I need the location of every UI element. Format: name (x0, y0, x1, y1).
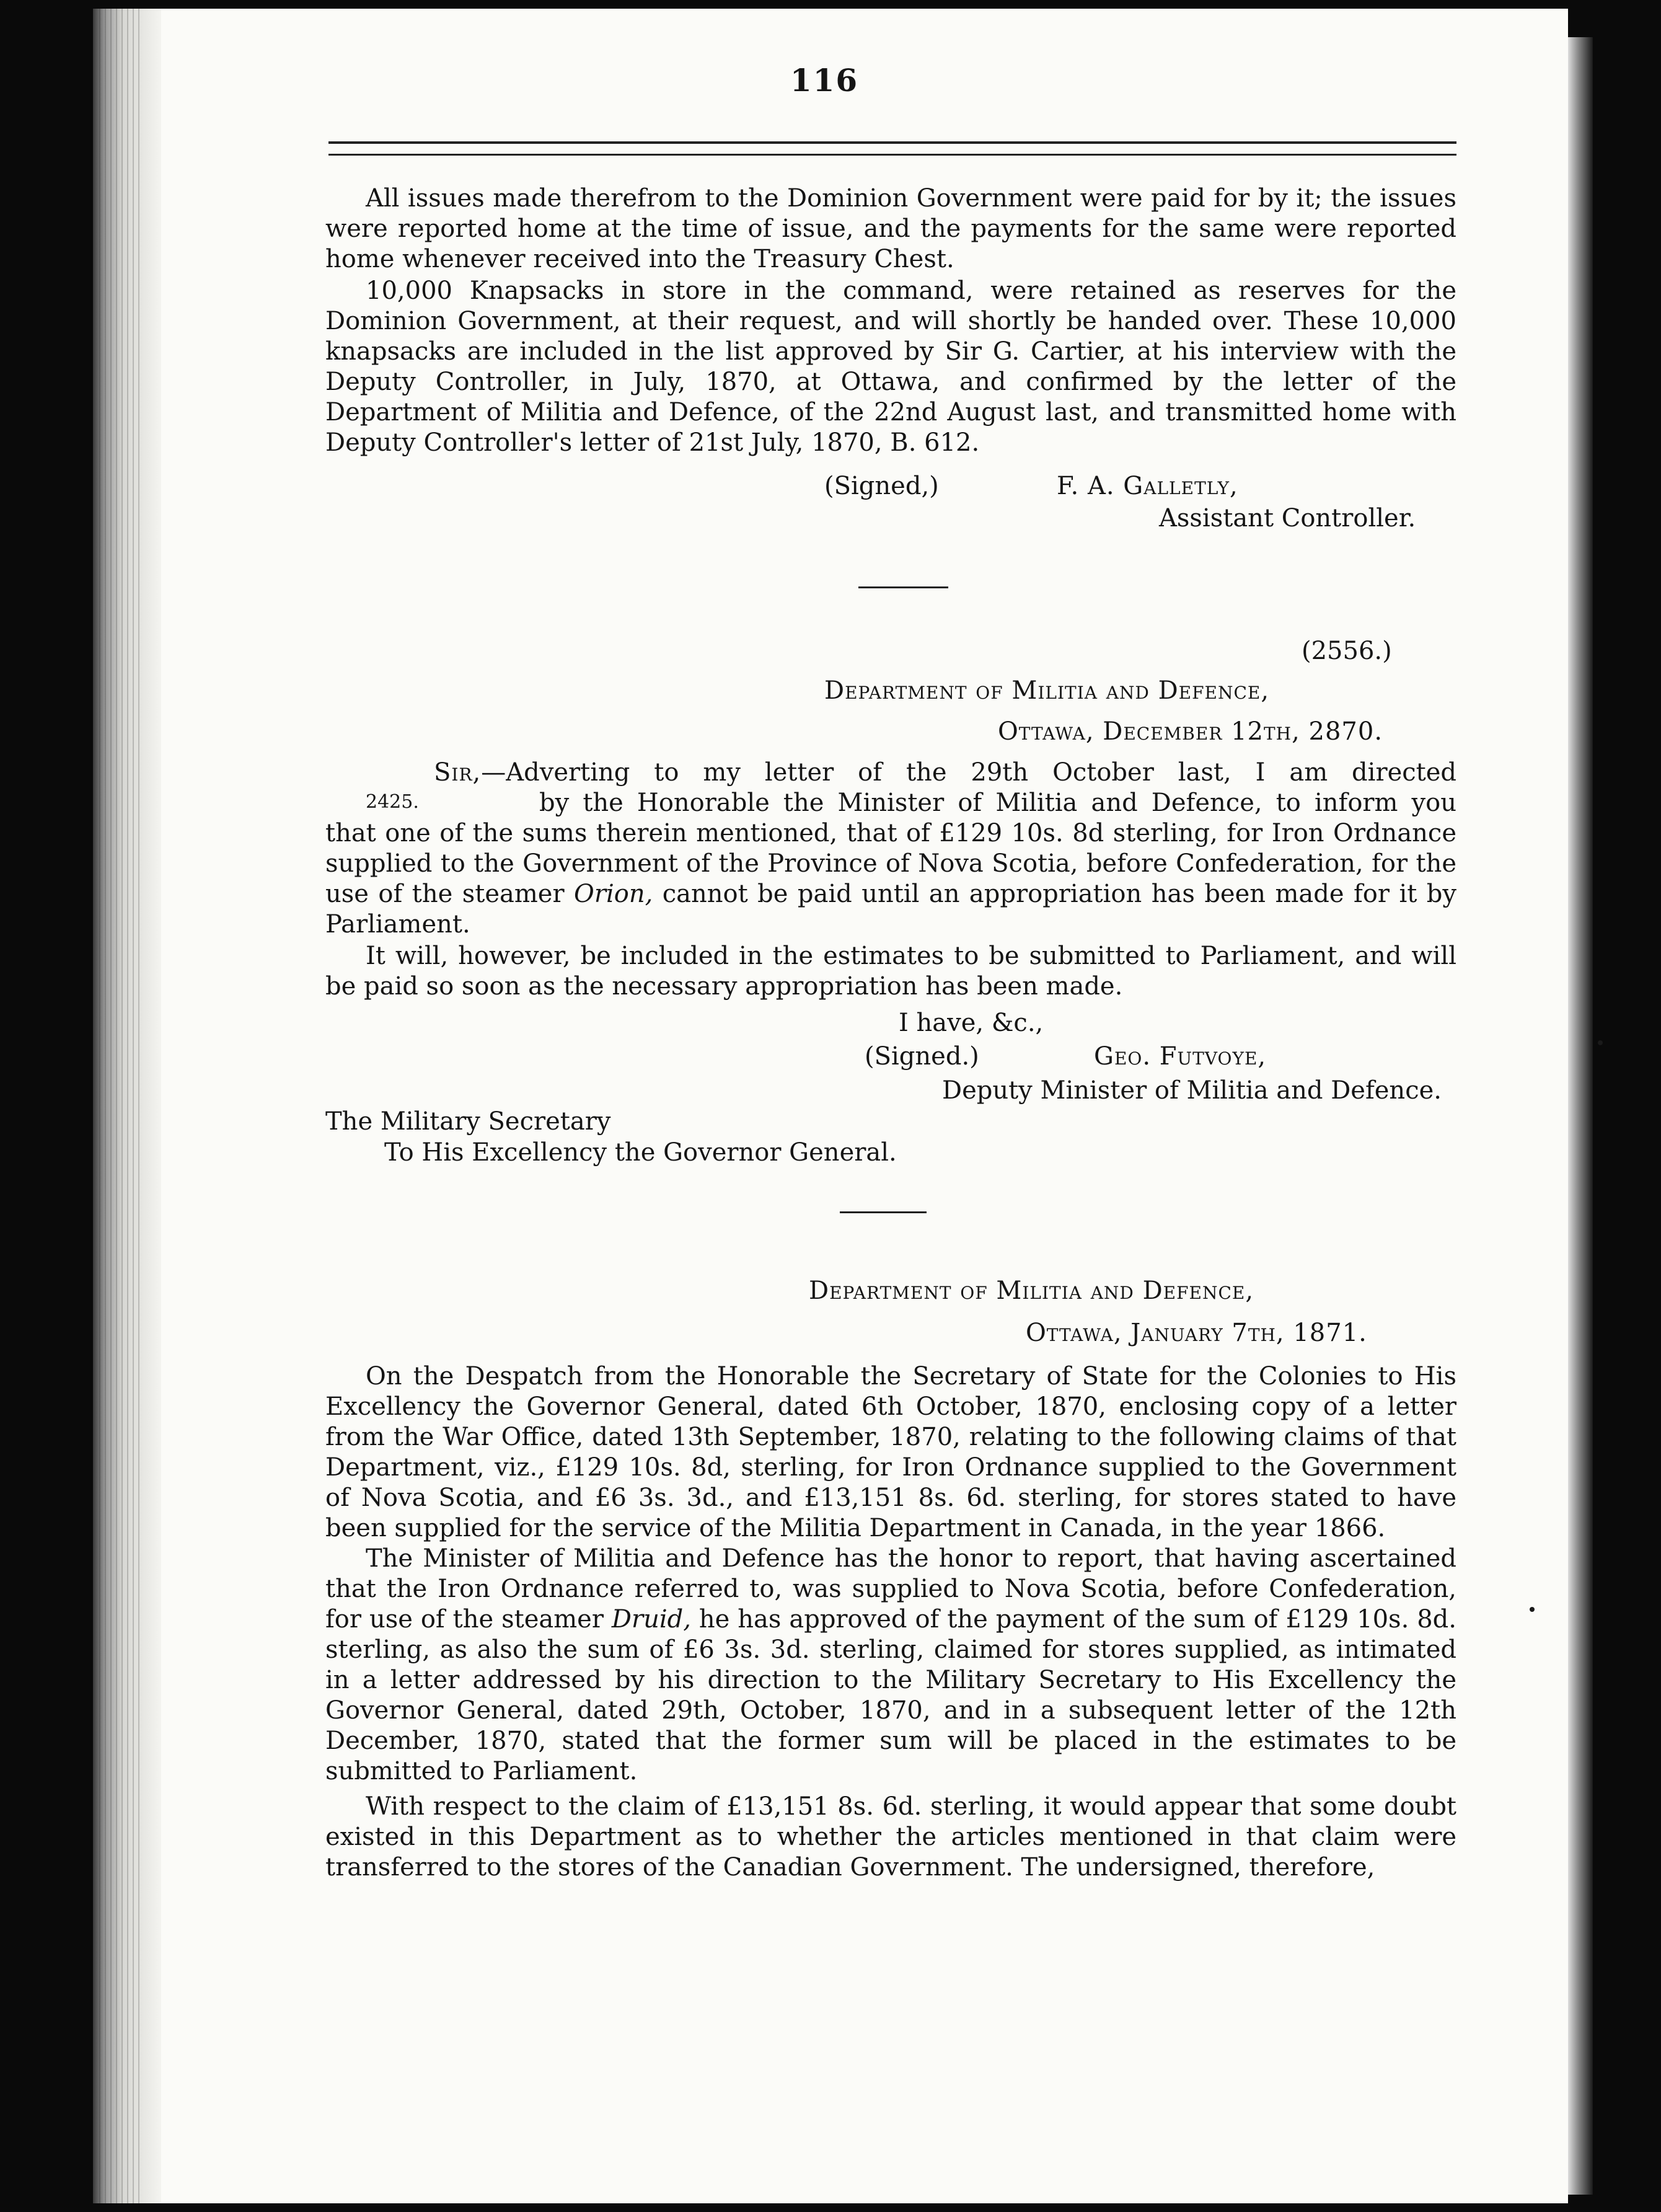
page-number: 116 (790, 62, 859, 99)
section-divider (840, 1211, 927, 1213)
signed-label: (Signed,) (824, 472, 939, 500)
paragraph-knapsacks: 10,000 Knapsacks in store in the command, were retained as reserves for the Dominion Government, at their request, and will shortly be handed over. These 10,000 knapsacks are included in the list approved by Sir G. Cartier, at his interview with the Deputy Controller, in July, 1870, at Ottawa, and confirmed by the letter of the Department of Militia and Defence, of the 22nd August last, and transmitted home with Deputy Controller's letter of 21st July, 1870, B. 612. (325, 276, 1456, 457)
paragraph-issues: All issues made therefrom to the Dominion Government were paid for by it; the issues were reported home at the time of issue, and the payments for the same were reported home whenever received into the Treasury Chest. (325, 184, 1456, 273)
letter-body: that one of the sums therein mentioned, that of £129 10s. 8d sterling, for Iron Ordnance supplied to the Government of the Province of Nova Scotia, before Confederation, for the use of the steamer Orion, cannot be paid until an appropriation has been made for it by Parliament. (325, 819, 1457, 939)
addressee-line-1: The Military Secretary (325, 1107, 611, 1136)
place-date: Ottawa, December 12th, 2870. (998, 717, 1383, 746)
letter-opening-line (434, 758, 1456, 788)
letter-second-line: by the Honorable the Minister of Militia and Defence, to inform you (539, 789, 1456, 817)
margin-reference: 2425. (366, 791, 419, 813)
closing: I have, &c., (899, 1009, 1044, 1037)
salutation: Sir, (434, 758, 482, 787)
signed-label: (Signed.) (865, 1042, 979, 1071)
claim-paragraph: With respect to the claim of £13,151 8s. 6d. sterling, it would appear that some doubt existed in this Department as to whether the articles mentioned in that claim were transferred to the stores of the Canadian Government. The undersigned, therefore, (325, 1792, 1456, 1882)
signer-title: Assistant Controller. (1159, 504, 1416, 533)
letter-estimates-paragraph: It will, however, be included in the estimates to be submitted to Parliament, and will be paid so soon as the necessary appropriation has been made. (325, 942, 1456, 1001)
addressee-line-2: To His Excellency the Governor General. (384, 1138, 897, 1167)
signer-name: F. A. Galletly, (1057, 472, 1238, 500)
place-date: Ottawa, January 7th, 1871. (1026, 1319, 1367, 1347)
section-divider (858, 586, 948, 588)
letter-number: (2556.) (1302, 637, 1392, 665)
steamer-name: Orion, (574, 880, 653, 908)
ink-speck (1598, 1040, 1603, 1045)
ink-speck (1530, 1607, 1535, 1612)
opening-text: —Adverting to my letter of the 29th October last, I am directed (481, 758, 1456, 787)
steamer-name: Druid, (611, 1605, 691, 1634)
signer-name: Geo. Futvoye, (1094, 1042, 1267, 1071)
department-heading: Department of Militia and Defence, (824, 676, 1270, 705)
minister-report-paragraph: The Minister of Militia and Defence has the honor to report, that having ascertained that the Iron Ordnance referred to, was supplied to Nova Scotia, before Confederation, for use of the steamer Druid, he has approved of the payment of the sum of £129 10s. 8d. sterling, as also the sum of £6 3s. 3d. sterling, claimed for stores supplied, as intimated in a letter addressed by his direction to the Military Secretary to His Excellency the Governor General, dated 29th, October, 1870, and in a subsequent letter of the 12th December, 1870, stated that the former sum will be placed in the estimates to be submitted to Parliament. (325, 1544, 1456, 1785)
signer-title: Deputy Minister of Militia and Defence. (942, 1076, 1442, 1105)
department-heading: Department of Militia and Defence, (809, 1276, 1254, 1305)
despatch-paragraph: On the Despatch from the Honorable the Secretary of State for the Colonies to His Excellency the Governor General, dated 6th October, 1870, enclosing copy of a letter from the War Office, dated 13th September, 1870, relating to the following claims of that Department, viz., £129 10s. 8d, sterling, for Iron Ordnance supplied to the Government of Nova Scotia, and £6 3s. 3d., and £13,151 8s. 6d. sterling, for stores stated to have been supplied for the service of the Militia Department in Canada, in the year 1866. (325, 1362, 1456, 1542)
